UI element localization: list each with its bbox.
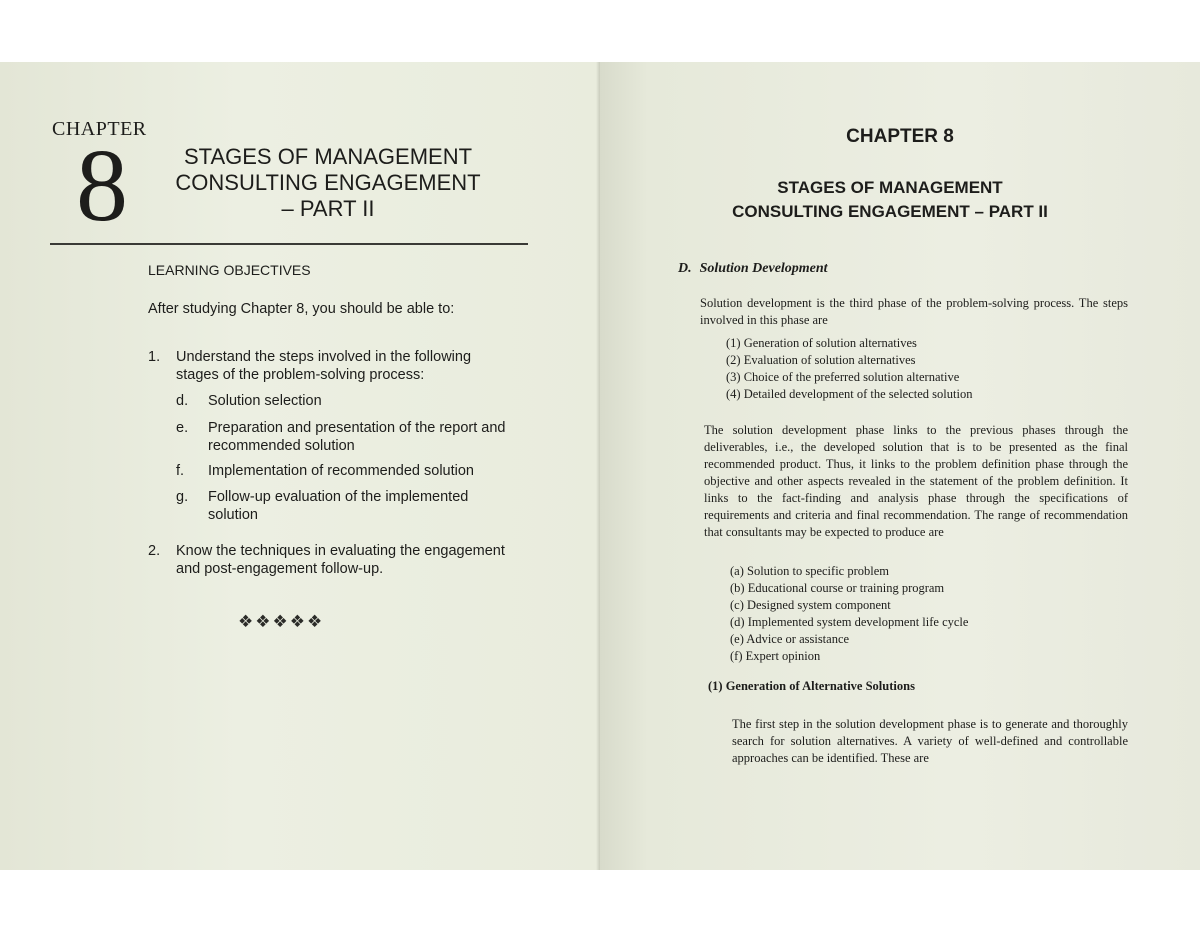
right-page xyxy=(600,62,1200,870)
objective-text: Know the techniques in evaluating the engagement and post-engagement follow-up. xyxy=(176,543,505,577)
section-title: Solution Development xyxy=(699,261,828,276)
objective-number: 1. xyxy=(148,349,161,365)
chapter-title-line: STAGES OF MANAGEMENT xyxy=(777,178,1003,197)
chapter-title-line: CONSULTING ENGAGEMENT xyxy=(175,170,481,195)
subitem-text: Implementation of recommended solution xyxy=(208,463,474,479)
list-item: (c) Designed system component xyxy=(730,598,891,612)
chapter-title-line: CONSULTING ENGAGEMENT – PART II xyxy=(732,202,1048,221)
subitem-letter: e. xyxy=(176,420,189,436)
chapter-heading: CHAPTER 8 xyxy=(846,126,954,147)
list-item: (3) Choice of the preferred solution alternative xyxy=(726,370,960,384)
list-item: (e) Advice or assistance xyxy=(730,632,850,646)
subitem-text: Solution selection xyxy=(208,393,322,409)
list-item: (b) Educational course or training program xyxy=(730,581,945,595)
section-label: D. xyxy=(678,261,692,276)
chapter-number: 8 xyxy=(76,128,128,243)
list-item: (d) Implemented system development life cycle xyxy=(730,615,969,629)
chapter-title xyxy=(148,144,508,222)
chapter-title xyxy=(600,176,1180,224)
intro-paragraph: Solution development is the third phase of the problem-solving process. The steps involved in this phase are xyxy=(700,296,1128,327)
chapter-title-line: – PART II xyxy=(281,196,375,221)
list-item: (1) Generation of solution alternatives xyxy=(726,336,917,350)
list-item: (a) Solution to specific problem xyxy=(730,564,889,578)
chapter-label: CHAPTER xyxy=(52,118,147,140)
objective-number: 2. xyxy=(148,543,161,559)
chapter-title-line: STAGES OF MANAGEMENT xyxy=(183,144,473,169)
list-item: (f) Expert opinion xyxy=(730,649,821,663)
section-heading xyxy=(678,261,828,277)
subsection-paragraph: The first step in the solution development phase is to generate and thoroughly search for solution alternatives. A variety of well-defined and controllable approaches can be identified. These are xyxy=(732,717,1128,765)
list-item: (2) Evaluation of solution alternatives xyxy=(726,353,916,367)
objectives-intro: After studying Chapter 8, you should be able to: xyxy=(148,301,455,317)
subitem-letter: d. xyxy=(176,393,189,409)
subitem-letter: f. xyxy=(176,463,185,479)
list-item: (4) Detailed development of the selected solution xyxy=(726,387,973,401)
recommendations-list xyxy=(730,563,968,665)
subitem-text: Preparation and presentation of the report and recommended solution xyxy=(208,420,506,454)
subsection-heading: (1) Generation of Alternative Solutions xyxy=(708,679,915,693)
objectives-heading: LEARNING OBJECTIVES xyxy=(148,262,311,278)
steps-list xyxy=(726,335,972,403)
ornament-divider: ❖❖❖❖❖ xyxy=(238,612,325,632)
subitem-text: Follow-up evaluation of the implemented solution xyxy=(208,489,469,523)
subitem-letter: g. xyxy=(176,489,189,505)
title-divider xyxy=(50,243,528,245)
left-page xyxy=(0,62,600,870)
links-paragraph: The solution development phase links to the previous phases through the deliverables, i.e., the developed solution that is to be presented as the final recommended product. Thus, it links to the problem definition phase through the objective and other aspects revealed in the statement of the problem definition. It links to the fact-finding and analysis phase through the specifications of requirements and criteria and final recommendation. The range of recommendation that consultants may be expected to produce are xyxy=(704,423,1128,539)
objective-text: Understand the steps involved in the following stages of the problem-solving process: xyxy=(176,349,472,383)
